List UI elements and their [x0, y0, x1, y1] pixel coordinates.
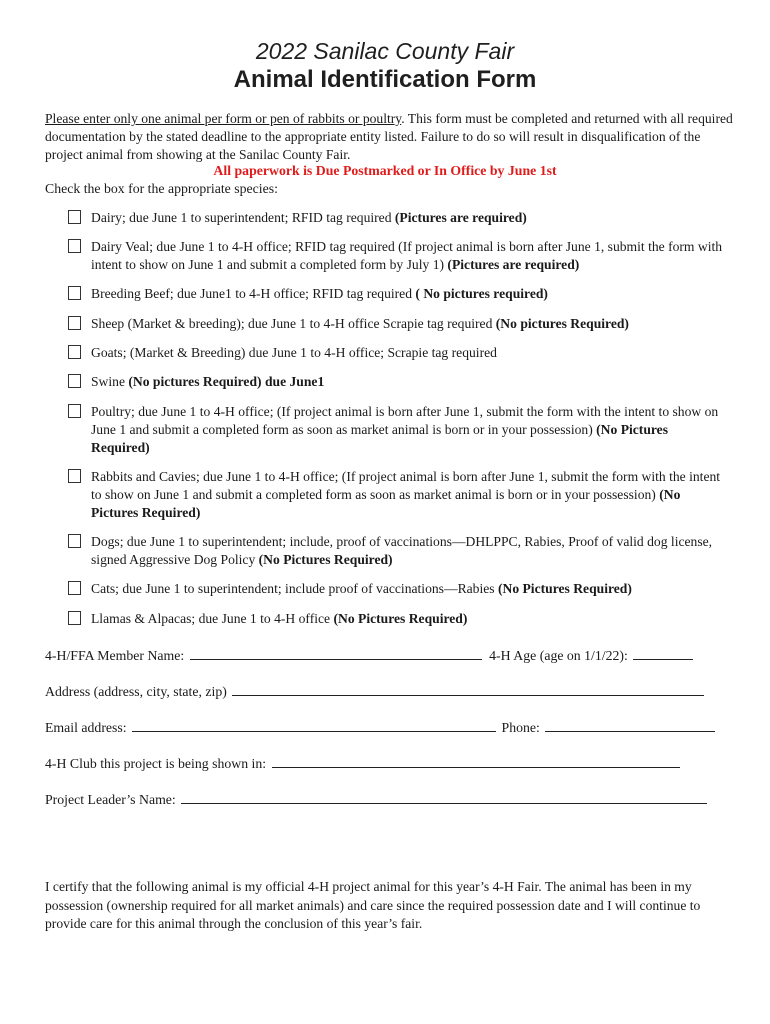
species-option-dogs [68, 533, 728, 569]
species-note: (No pictures Required) [495, 316, 629, 331]
species-checkbox[interactable] [68, 581, 81, 595]
species-label: Rabbits and Cavies; due June 1 to 4-H office; (If project animal is born after June 1, submit the form with the intent to show on June 1 and submit a completed form as soon as market animal is born or in your possession) [91, 469, 721, 502]
form-subtitle: Animal Identification Form [233, 66, 537, 93]
intro-paragraph [45, 110, 735, 164]
species-note: (No Pictures Required) [497, 581, 632, 596]
club-row [45, 755, 680, 772]
leader-label: Project Leader’s Name: [45, 792, 176, 807]
species-label: Poultry; due June 1 to 4-H office; (If project animal is born after June 1, submit the form with the intent to show on June 1 and submit a completed form as soon as market animal is born or in your possession) [91, 404, 719, 437]
leader-field[interactable] [181, 791, 707, 804]
species-label: Goats; (Market & Breeding) due June 1 to 4-H office; Scrapie tag required [91, 345, 497, 360]
species-label: Dairy; due June 1 to superintendent; RFID tag required [91, 210, 395, 225]
species-note: (No Pictures Required) [91, 422, 669, 455]
species-checkbox[interactable] [68, 286, 81, 300]
species-option-poultry [68, 403, 728, 457]
leader-row [45, 791, 707, 808]
species-label: Dogs; due June 1 to superintendent; include, proof of vaccinations—DHLPPC, Rabies, Proof of valid dog license, signed Aggressive Dog Policy [91, 534, 713, 567]
email-field[interactable] [132, 719, 496, 732]
species-note: (Pictures are required) [394, 210, 527, 225]
species-checkbox[interactable] [68, 210, 81, 224]
species-label: Sheep (Market & breeding); due June 1 to 4-H office Scrapie tag required [91, 316, 496, 331]
species-note: (No Pictures Required) [91, 487, 681, 520]
intro-underlined-text: Please enter only one animal per form or pen of rabbits or poultry [45, 111, 402, 126]
species-label: Dairy Veal; due June 1 to 4-H office; RFID tag required (If project animal is born after June 1, submit the form with intent to show on June 1 and submit a completed form by July 1) [91, 239, 723, 272]
member-name-field[interactable] [190, 647, 482, 660]
species-option-swine [68, 373, 728, 391]
phone-field[interactable] [545, 719, 715, 732]
address-field[interactable] [232, 683, 704, 696]
species-option-breeding-beef [68, 285, 728, 303]
species-option-dairy-veal [68, 238, 728, 274]
certification-paragraph: I certify that the following animal is my official 4-H project animal for this year’s 4-H Fair. The animal has been in my possession (ownership required for all market animals) and care since the required possession date and I will continue to provide care for this animal through the conclusion of this year’s fair. [45, 879, 701, 931]
address-label: Address (address, city, state, zip) [45, 684, 227, 699]
species-note: ( No pictures required) [415, 286, 548, 301]
species-option-goats [68, 344, 728, 362]
species-option-dairy [68, 209, 728, 227]
club-label: 4-H Club this project is being shown in: [45, 756, 267, 771]
species-note: (Pictures are required) [447, 257, 580, 272]
species-label: Swine [91, 374, 129, 389]
species-label: Cats; due June 1 to superintendent; include proof of vaccinations—Rabies [91, 581, 498, 596]
species-option-llamas-alpacas [68, 610, 728, 628]
species-checkbox[interactable] [68, 469, 81, 483]
species-checkbox[interactable] [68, 345, 81, 359]
due-notice: All paperwork is Due Postmarked or In Office by June 1st [213, 163, 557, 178]
species-checkbox[interactable] [68, 316, 81, 330]
age-field[interactable] [633, 647, 693, 660]
email-label: Email address: [45, 720, 127, 735]
species-option-rabbits-cavies [68, 468, 728, 522]
species-checkbox[interactable] [68, 404, 81, 418]
check-instruction: Check the box for the appropriate species: [45, 181, 278, 196]
species-note: (No Pictures Required) [258, 552, 393, 567]
age-label: 4-H Age (age on 1/1/22): [489, 648, 628, 663]
email-row [45, 719, 715, 736]
species-option-sheep [68, 315, 728, 333]
species-note: (No Pictures Required) [333, 611, 468, 626]
species-checkbox[interactable] [68, 534, 81, 548]
address-row [45, 683, 704, 700]
species-label: Llamas & Alpacas; due June 1 to 4-H office [91, 611, 334, 626]
species-label: Breeding Beef; due June1 to 4-H office; RFID tag required [91, 286, 416, 301]
member-name-label: 4-H/FFA Member Name: [45, 648, 185, 663]
species-checkbox[interactable] [68, 611, 81, 625]
species-checkbox[interactable] [68, 239, 81, 253]
phone-label: Phone: [501, 720, 540, 735]
species-checkbox[interactable] [68, 374, 81, 388]
intro-text: . This form must be completed and returned with all required documentation by the stated deadline to the appropriate entity listed. Failure to do so will result in disqualification of the project animal from showing at the Sanilac County Fair. [45, 111, 733, 162]
species-note: (No pictures Required) due June1 [128, 374, 325, 389]
species-option-cats [68, 580, 728, 598]
member-name-row [45, 647, 693, 664]
form-title: 2022 Sanilac County Fair [255, 38, 515, 64]
club-field[interactable] [272, 755, 680, 768]
